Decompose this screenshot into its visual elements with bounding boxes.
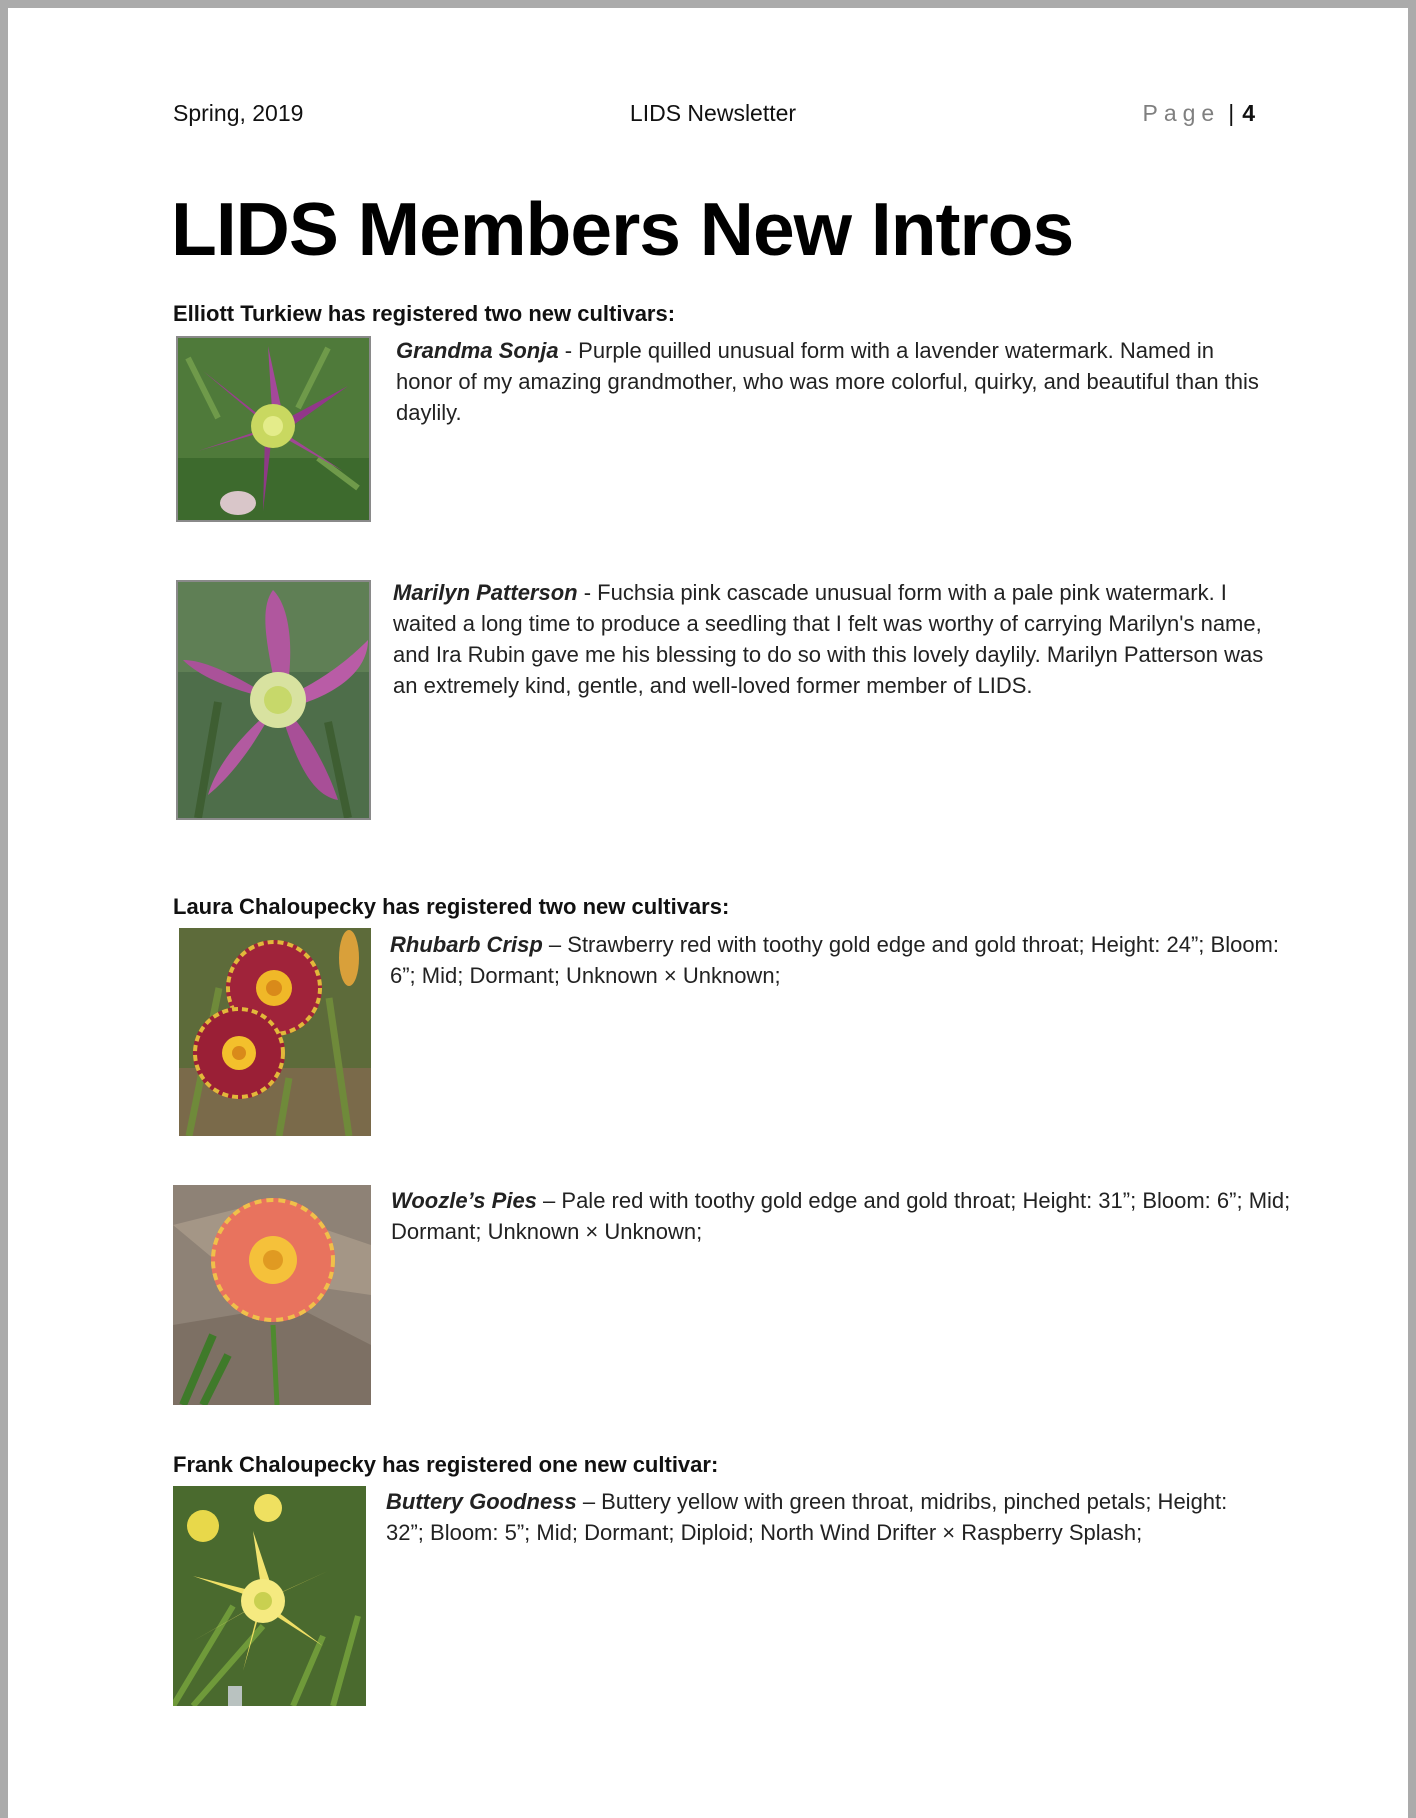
- cultivar-name: Grandma Sonja: [396, 338, 559, 363]
- entry-dash: –: [536, 1188, 562, 1213]
- page-number: 4: [1242, 100, 1255, 126]
- cultivar-name: Woozle’s Pies: [391, 1188, 537, 1213]
- header-page-indicator: [1143, 100, 1256, 127]
- grandma-sonja-photo: [176, 336, 371, 522]
- entry-dash: –: [542, 932, 568, 957]
- member-heading-elliott: Elliott Turkiew has registered two new cultivars:: [173, 301, 676, 326]
- marilyn-patterson-photo: [176, 580, 371, 820]
- member-heading-frank: Frank Chaloupecky has registered one new cultivar:: [173, 1452, 719, 1477]
- cultivar-description: Buttery yellow with green throat, midribs, pinched petals; Height: 32”; Bloom: 5”; Mid; Dormant; Diploid; North Wind Drifter × Raspberry Splash;: [386, 1489, 1228, 1545]
- entry-dash: -: [577, 580, 598, 605]
- cultivar-name: Buttery Goodness: [386, 1489, 577, 1514]
- woozles-pies-photo: [173, 1185, 371, 1405]
- entry-buttery-goodness: [386, 1486, 1266, 1548]
- page-separator: |: [1228, 100, 1235, 126]
- header-date: Spring, 2019: [173, 100, 304, 126]
- cultivar-description: Pale red with toothy gold edge and gold throat; Height: 31”; Bloom: 6”; Mid; Dormant; Unknown × Unknown;: [391, 1188, 1291, 1244]
- page-label: Page: [1142, 100, 1221, 126]
- cultivar-name: Marilyn Patterson: [393, 580, 578, 605]
- cultivar-description: Purple quilled unusual form with a lavender watermark. Named in honor of my amazing grandmother, who was more colorful, quirky, and beautiful than this daylily.: [396, 338, 1259, 425]
- newsletter-page: [8, 8, 1408, 1818]
- header-newsletter-name: LIDS Newsletter: [629, 100, 797, 126]
- member-heading-laura: Laura Chaloupecky has registered two new cultivars:: [173, 894, 730, 919]
- entry-dash: –: [576, 1489, 602, 1514]
- cultivar-description: Strawberry red with toothy gold edge and gold throat; Height: 24”; Bloom: 6”; Mid; Dormant; Unknown × Unknown;: [390, 932, 1279, 988]
- page-title: LIDS Members New Intros: [171, 187, 1074, 271]
- entry-dash: -: [558, 338, 579, 363]
- entry-woozles-pies: [391, 1185, 1291, 1247]
- entry-marilyn-patterson: [393, 577, 1273, 701]
- entry-grandma-sonja: [396, 335, 1276, 428]
- rhubarb-crisp-photo: [179, 928, 371, 1136]
- entry-rhubarb-crisp: [390, 929, 1290, 991]
- cultivar-name: Rhubarb Crisp: [390, 932, 543, 957]
- buttery-goodness-photo: [173, 1486, 366, 1706]
- cultivar-description: Fuchsia pink cascade unusual form with a pale pink watermark. I waited a long time to produce a seedling that I felt was worthy of carrying Marilyn's name, and Ira Rubin gave me his blessing to do so with this lovely daylily. Marilyn Patterson was an extremely kind, gentle, and well-loved former member of LIDS.: [393, 580, 1264, 698]
